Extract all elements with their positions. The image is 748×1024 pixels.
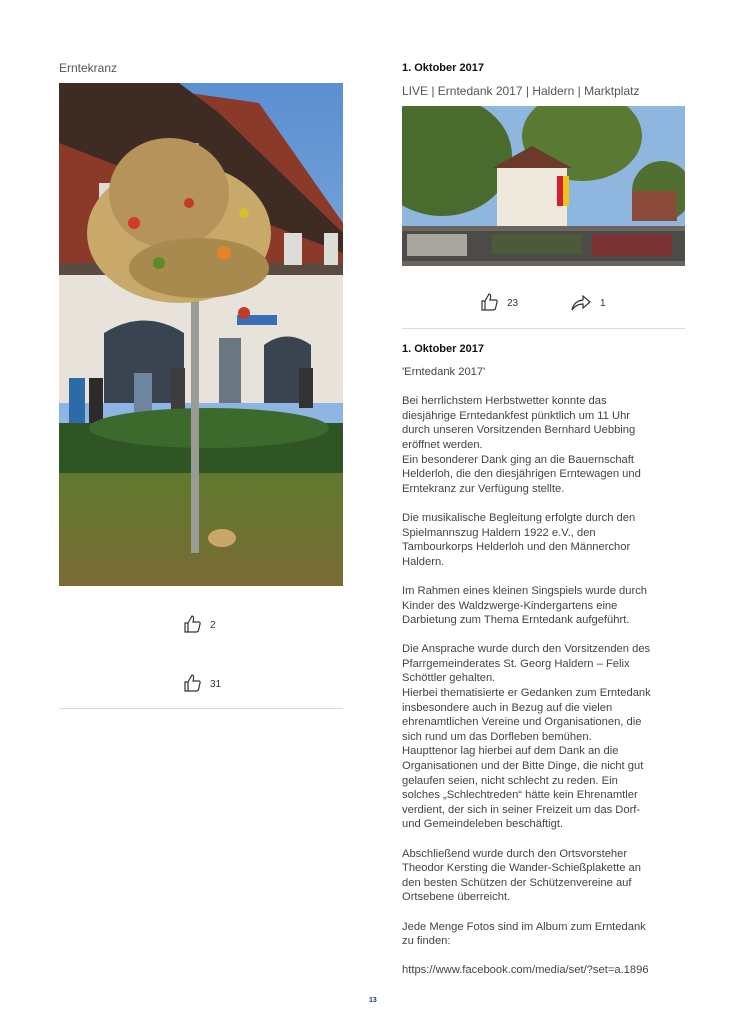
post-headline: 'Erntedank 2017' [402,366,486,378]
thumbs-up-icon [182,614,202,637]
like-count: 31 [210,679,222,690]
paragraph: Jede Menge Fotos sind im Album zum Erntedank zu finden: [402,920,646,948]
paragraph: Abschließend wurde durch den Ortsvorsteher Theodor Kersting die Wander-Schießplakette an den besten Schützen der Schützenvereine auf Ortsebene überreicht. [402,847,642,904]
divider [59,708,343,709]
paragraph: Die Ansprache wurde durch den Vorsitzenden des Pfarrgemeinderates St. Georg Haldern – Felix Schöttler gehalten. Hierbei thematisierte er Gedanken zum Erntedank insbesondere auch in Bezug auf die vielen ehrenamtlichen Vereine und Organisationen, die sich rund um das Dorfleben bemühen. Haupttenor lag hierbei auf dem Dank an die Organisationen und der Bitte Dinge, die nicht gut gelaufen seien, nicht schlecht zu reden. Ein solches „Schlechtreden“ hätte kein Ehrenamtler verdient, der sich in seiner Freizeit um das Dorf- und Gemeindeleben beschäftigt. [402,643,651,831]
album-link[interactable]: https://www.facebook.com/media/set/?set=a.1896 [402,964,649,977]
erntekranz-photo[interactable] [59,83,343,586]
like-row-2[interactable] [182,673,221,696]
paragraph: Bei herrlichstem Herbstwetter konnte das diesjährige Erntedankfest pünktlich um 11 Uhr durch unseren Vorsitzenden Bernhard Uebbing eröffnet werden. Ein besonderer Dank ging an die Bauernschaft Helderloh, die den diesjährigen Erntewagen und Erntekranz zur Verfügung stellte. [402,395,641,495]
like-count: 23 [507,298,519,309]
post-date: 1. Oktober 2017 [402,62,484,74]
post-body [402,365,688,993]
erntedank-video-thumbnail[interactable] [402,106,685,266]
post-title-live[interactable]: LIVE | Erntedank 2017 | Haldern | Marktplatz [402,84,640,98]
divider [402,328,685,329]
post-title-erntekranz: Erntekranz [59,61,118,75]
paragraph: Im Rahmen eines kleinen Singspiels wurde durch Kinder des Waldzwerge-Kindergartens eine Darbietung zum Thema Erntedank aufgeführt. [402,584,648,627]
post-date: 1. Oktober 2017 [402,343,484,355]
paragraph: Die musikalische Begleitung erfolgte durch den Spielmannszug Haldern 1922 e.V., den Tambourkorps Helderloh und den Männerchor Haldern. [402,511,636,568]
thumbs-up-icon [182,673,202,696]
thumbs-up-icon [479,292,499,315]
share-row-video[interactable] [570,292,606,315]
like-row-1[interactable] [182,614,216,637]
like-count: 2 [210,620,216,631]
like-row-video[interactable] [479,292,518,315]
page-number: 13 [369,997,377,1004]
share-count: 1 [600,298,606,309]
share-arrow-icon [570,292,592,315]
